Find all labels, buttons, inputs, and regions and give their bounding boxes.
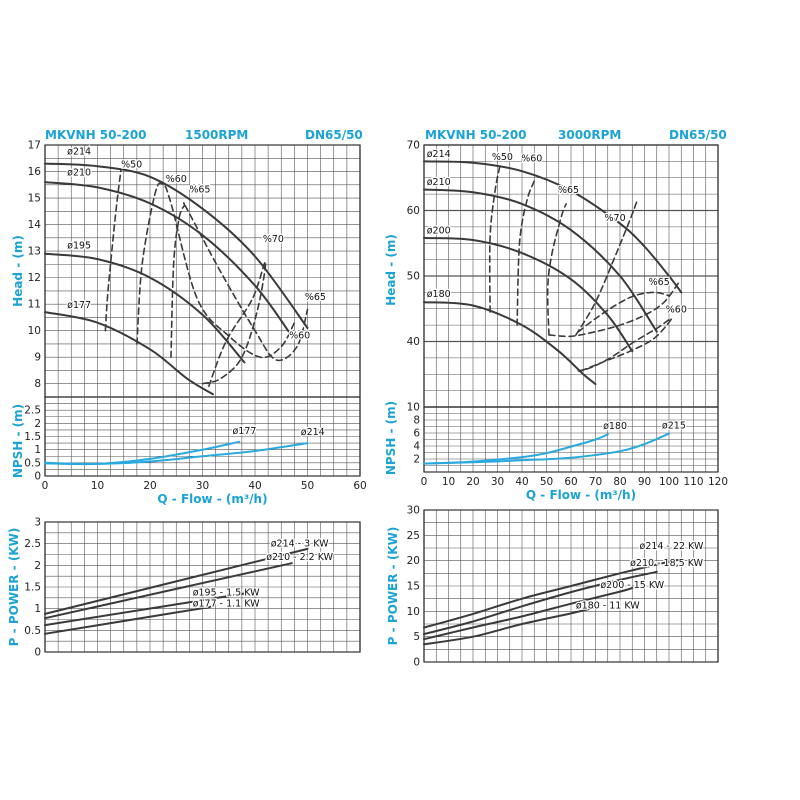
npsh_1500-y-axis-label: NPSH - (m) <box>11 403 25 479</box>
power_1500-curve-label-0: ø214 - 3 KW <box>270 538 329 550</box>
head_3000-curve-label-3: ø180 <box>426 288 451 300</box>
head_3000-curve-label-9: %60 <box>665 304 687 316</box>
power_1500-y-tick-label: 0 <box>34 646 41 659</box>
head_1500-y-tick-label: 9 <box>34 351 41 364</box>
power_1500-y-tick-label: 0.5 <box>24 624 41 637</box>
head_3000-curve-label-8: %65 <box>648 277 670 289</box>
npsh_1500-curve-label-1: ø214 <box>300 427 325 439</box>
npsh_3000-x-axis-label: Q - Flow - (m³/h) <box>525 488 637 502</box>
head_1500-y-tick-label: 12 <box>27 272 41 285</box>
right-model-title: MKVNH 50-200 <box>425 128 527 142</box>
head_1500-curve-label-8: %65 <box>304 292 326 304</box>
npsh_1500-x-tick-label: 10 <box>90 480 105 492</box>
npsh_1500-x-tick-label: 20 <box>143 480 157 492</box>
power_1500-curve-label-3: ø177 - 1.1 KW <box>192 598 260 610</box>
power_3000-y-tick-label: 15 <box>406 580 420 593</box>
head_1500-y-tick-label: 15 <box>27 192 41 205</box>
head_3000-curve-label-4: %50 <box>491 152 513 164</box>
power_1500-curve-label-2: ø195 - 1.5 KW <box>192 587 260 599</box>
npsh_1500-x-tick-label: 40 <box>248 480 262 492</box>
npsh_3000-x-tick-label: 0 <box>420 476 428 488</box>
npsh_1500-curve-label-0: ø177 <box>232 425 257 437</box>
head_3000-y-tick-label: 50 <box>406 270 420 283</box>
power_1500-curve-label-1: ø210 - 2.2 KW <box>266 552 334 564</box>
head_1500-curve-label-4: %50 <box>121 159 143 171</box>
head_3000-curve-label-5: %60 <box>521 153 543 165</box>
npsh_3000-y-tick-label: 4 <box>413 440 420 453</box>
power_1500-y-tick-label: 2 <box>34 559 41 572</box>
power_1500-y-tick-label: 2.5 <box>24 538 41 551</box>
head_1500-y-tick-label: 8 <box>34 378 41 391</box>
npsh_3000-curve-label-0: ø180 <box>603 421 628 433</box>
head_3000-series-4 <box>490 166 500 312</box>
npsh_1500-x-tick-label: 60 <box>353 480 367 492</box>
npsh_3000-x-tick-label: 10 <box>441 476 456 488</box>
npsh_1500-x-tick-label: 30 <box>195 480 210 492</box>
head_3000-curve-label-1: ø210 <box>426 176 451 188</box>
head_3000-curve-label-2: ø200 <box>426 225 451 237</box>
head_1500-curve-label-0: ø214 <box>67 146 92 158</box>
head_3000-y-tick-label: 40 <box>406 336 420 348</box>
npsh_1500-x-tick-label: 0 <box>41 480 49 492</box>
npsh_3000-x-tick-label: 40 <box>515 476 529 488</box>
npsh_1500-y-tick-label: 0.5 <box>24 457 41 470</box>
power_1500-y-tick-label: 1.5 <box>24 581 41 594</box>
head_3000-y-tick-label: 60 <box>406 205 420 217</box>
right-rpm-title: 3000RPM <box>558 128 622 142</box>
power_3000-y-tick-label: 25 <box>406 529 420 542</box>
head_1500-y-axis-label: Head - (m) <box>11 235 25 307</box>
power_3000-y-tick-label: 5 <box>413 631 420 644</box>
head_1500-y-tick-label: 16 <box>27 166 41 179</box>
head_1500-curve-label-1: ø210 <box>67 167 92 179</box>
npsh_3000-x-tick-label: 110 <box>683 476 704 488</box>
npsh_1500-y-tick-label: 2 <box>34 417 41 430</box>
head_1500-curve-label-5: %60 <box>165 174 187 186</box>
power_3000-curve-label-3: ø180 - 11 KW <box>575 600 640 612</box>
npsh_3000-y-axis-label: NPSH - (m) <box>384 400 398 476</box>
npsh_3000-x-tick-label: 80 <box>613 476 627 488</box>
power_3000-y-tick-label: 10 <box>406 605 420 618</box>
power_3000-series-2 <box>424 588 632 639</box>
npsh_3000-x-tick-label: 30 <box>490 476 505 488</box>
head_1500-y-tick-label: 11 <box>27 298 41 311</box>
head_1500-y-tick-label: 10 <box>27 325 41 338</box>
power_3000-curve-label-2: ø200 - 15 KW <box>600 580 665 592</box>
npsh_3000-x-tick-label: 90 <box>637 476 652 488</box>
head_3000-curve-label-6: %65 <box>557 184 580 196</box>
power_3000-curve-label-1: ø210 - 18,5 KW <box>630 558 703 570</box>
left-model-title: MKVNH 50-200 <box>45 128 147 142</box>
right-dn-title: DN65/50 <box>669 128 727 142</box>
head_3000-curve-label-0: ø214 <box>426 148 451 160</box>
head_1500-curve-label-2: ø195 <box>67 240 92 252</box>
npsh_3000-y-tick-label: 8 <box>413 414 420 427</box>
npsh_1500-y-tick-label: 1.5 <box>24 431 41 443</box>
head_1500-curve-label-6: %65 <box>189 184 211 196</box>
power_3000-y-axis-label: P - POWER - (KW) <box>386 526 400 646</box>
npsh_3000-x-tick-label: 50 <box>539 476 554 488</box>
npsh_3000-y-tick-label: 10 <box>406 401 420 414</box>
npsh_3000-x-tick-label: 20 <box>466 476 480 488</box>
npsh_1500-y-tick-label: 0 <box>34 470 41 483</box>
npsh_3000-curve-label-1: ø215 <box>661 420 686 432</box>
head_1500-curve-label-7: %70 <box>262 233 284 245</box>
head_1500-y-tick-label: 17 <box>27 139 41 152</box>
power_3000-y-tick-label: 20 <box>406 555 420 568</box>
npsh_3000-y-tick-label: 6 <box>413 427 420 440</box>
head_3000-curve-label-7: %70 <box>604 212 626 224</box>
npsh_1500-y-tick-label: 1 <box>34 444 41 457</box>
power_1500-y-tick-label: 3 <box>34 516 41 529</box>
npsh_3000-x-tick-label: 100 <box>658 476 680 488</box>
npsh_3000-x-tick-label: 60 <box>564 476 578 488</box>
power_3000-curve-label-0: ø214 - 22 KW <box>639 541 704 553</box>
power_3000-y-tick-label: 30 <box>406 504 420 517</box>
npsh_1500-x-tick-label: 50 <box>300 480 315 492</box>
npsh_1500-series-0 <box>45 442 239 464</box>
left-dn-title: DN65/50 <box>305 128 363 142</box>
head_1500-y-tick-label: 14 <box>27 219 41 232</box>
power_1500-y-axis-label: P - POWER - (KW) <box>7 527 21 647</box>
head_3000-y-axis-label: Head - (m) <box>384 234 398 306</box>
head_1500-series-3 <box>45 312 213 394</box>
power_3000-y-tick-label: 0 <box>413 656 420 669</box>
npsh_1500-y-tick-label: 2.5 <box>24 404 41 417</box>
head_3000-y-tick-label: 70 <box>406 139 420 152</box>
npsh_3000-x-tick-label: 120 <box>707 476 729 488</box>
head_1500-curve-label-9: %60 <box>289 330 311 342</box>
left-rpm-title: 1500RPM <box>185 128 249 142</box>
npsh_1500-x-axis-label: Q - Flow - (m³/h) <box>157 492 268 506</box>
npsh_3000-y-tick-label: 2 <box>413 453 420 466</box>
head_3000-series-7 <box>549 283 679 337</box>
head_1500-y-tick-label: 13 <box>27 245 41 258</box>
npsh_3000-x-tick-label: 70 <box>588 476 603 488</box>
head_3000-series-9 <box>578 318 671 371</box>
head_1500-curve-label-3: ø177 <box>67 300 92 312</box>
power_1500-y-tick-label: 1 <box>34 603 41 616</box>
